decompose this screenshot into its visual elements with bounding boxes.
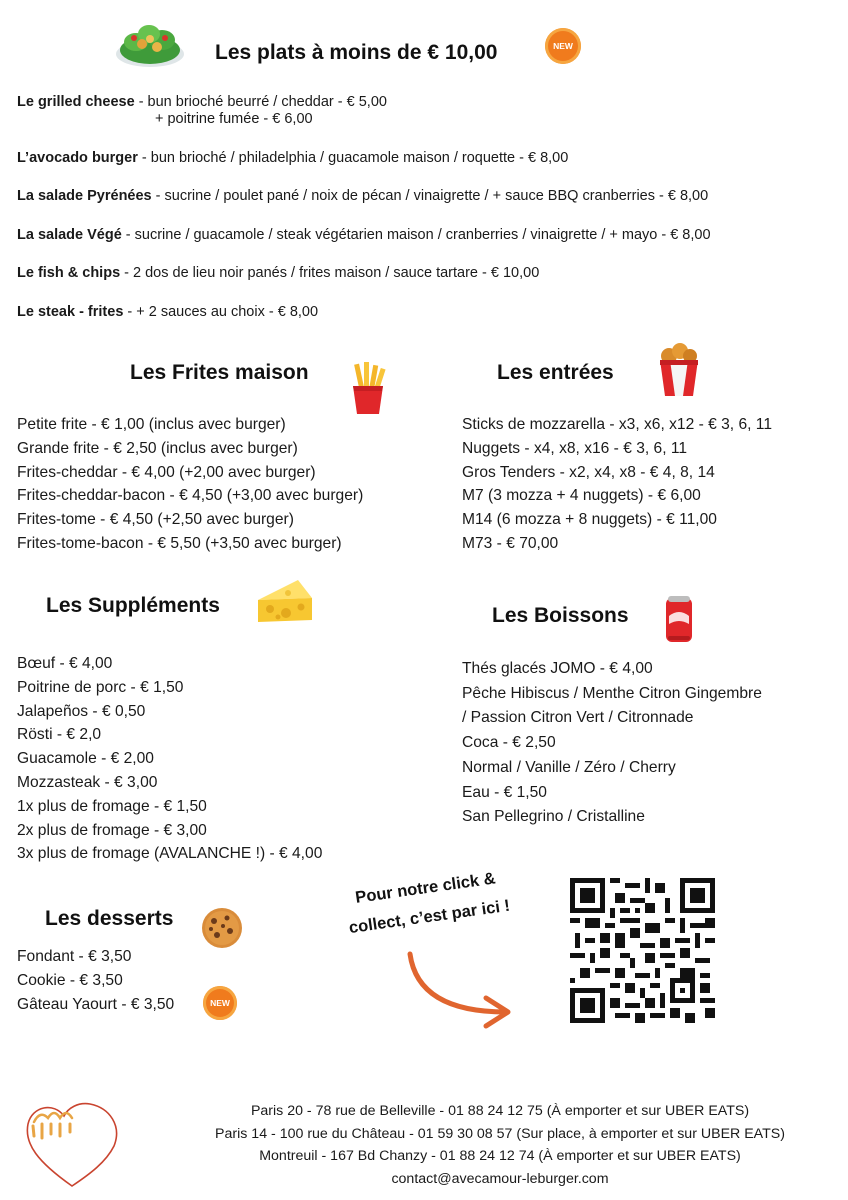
plat-name: La salade Végé (17, 227, 122, 243)
list-item: M73 - € 70,00 (462, 534, 559, 552)
list-item: Sticks de mozzarella - x3, x6, x12 - € 3, 6, 11 (462, 416, 772, 433)
plat-item (17, 150, 568, 166)
list-item: San Pellegrino / Cristalline (462, 808, 645, 826)
salad-icon (112, 14, 188, 70)
list-item: M14 (6 mozza + 8 nuggets) - € 11,00 (462, 511, 717, 529)
logo-heart-icon (20, 1100, 124, 1190)
list-item: Frites-tome - € 4,50 (+2,50 avec burger) (17, 511, 294, 529)
plat-desc: - bun brioché / philadelphia / guacamole maison / roquette - € 8,00 (137, 150, 569, 166)
plat-desc: - 2 dos de lieu noir panés / frites maison / sauce tartare - € 10,00 (120, 265, 540, 281)
list-item: Jalapeños - € 0,50 (17, 702, 146, 720)
supplements-title: Les Suppléments (46, 594, 220, 617)
list-item: Guacamole - € 2,00 (17, 750, 154, 768)
desserts-title: Les desserts (45, 907, 174, 930)
list-item: M7 (3 mozza + 4 nuggets) - € 6,00 (462, 487, 701, 505)
plat-item (17, 188, 708, 204)
list-item: 1x plus de fromage - € 1,50 (17, 797, 207, 815)
supplements-list (17, 652, 322, 866)
plat-name: Le fish & chips (17, 265, 121, 281)
list-item: Pêche Hibiscus / Menthe Citron Gingembre (462, 684, 762, 702)
list-item: Frites-cheddar - € 4,00 (+2,00 avec burger) (17, 463, 316, 481)
qr-code[interactable] (570, 878, 715, 1023)
footer-addresses (150, 1100, 848, 1190)
footer-address: Paris 20 - 78 rue de Belleville - 01 88 24 12 75 (À emporter et sur UBER EATS) (250, 1103, 750, 1119)
plat-item-extra: + poitrine fumée - € 6,00 (155, 111, 313, 127)
list-item: Coca - € 2,50 (462, 734, 556, 752)
plat-desc: - bun brioché beurré / cheddar - € 5,00 (134, 94, 387, 110)
list-item: 3x plus de fromage (AVALANCHE !) - € 4,00 (17, 845, 323, 863)
list-item: Fondant - € 3,50 (17, 948, 132, 965)
footer-address: Montreuil - 167 Bd Chanzy - 01 88 24 12 74 (À emporter et sur UBER EATS) (259, 1148, 741, 1164)
list-item: Frites-tome-bacon - € 5,50 (+3,50 avec burger) (17, 534, 342, 552)
entrees-list (462, 413, 772, 556)
desserts-list (17, 945, 174, 1016)
list-item: Gros Tenders - x2, x4, x8 - € 4, 8, 14 (462, 463, 715, 481)
boissons-title: Les Boissons (492, 604, 629, 627)
plat-item (17, 227, 711, 243)
plat-name: L’avocado burger (17, 150, 138, 166)
plat-item (17, 265, 539, 281)
list-item: Rösti - € 2,0 (17, 726, 102, 744)
list-item: Mozzasteak - € 3,00 (17, 773, 158, 791)
fries-icon (348, 362, 388, 416)
click-collect-note (317, 859, 538, 946)
arrow-icon (400, 948, 520, 1038)
list-item: Bœuf - € 4,00 (17, 655, 113, 672)
plat-desc: - + 2 sauces au choix - € 8,00 (123, 304, 319, 320)
list-item: Gâteau Yaourt - € 3,50 (17, 995, 175, 1013)
plat-item (17, 94, 387, 110)
list-item: Nuggets - x4, x8, x16 - € 3, 6, 11 (462, 439, 688, 457)
list-item: Petite frite - € 1,00 (inclus avec burger) (17, 416, 286, 433)
plats-title: Les plats à moins de € 10,00 (215, 41, 498, 64)
list-item: 2x plus de fromage - € 3,00 (17, 821, 207, 839)
list-item: Eau - € 1,50 (462, 783, 547, 801)
popcorn-chicken-icon (656, 342, 702, 398)
plat-name: Le grilled cheese (17, 94, 135, 110)
list-item: / Passion Citron Vert / Citronnade (462, 709, 694, 727)
list-item: Thés glacés JOMO - € 4,00 (462, 660, 653, 677)
footer-address: Paris 14 - 100 rue du Château - 01 59 30 08 57 (Sur place, à emporter et sur UBER EATS) (215, 1125, 785, 1142)
plat-desc: - sucrine / guacamole / steak végétarien maison / cranberries / vinaigrette / + mayo - € 8,00 (121, 227, 711, 243)
new-badge: NEW (203, 986, 237, 1020)
soda-can-icon (661, 594, 697, 644)
list-item: Poitrine de porc - € 1,50 (17, 678, 184, 696)
list-item: Frites-cheddar-bacon - € 4,50 (+3,00 avec burger) (17, 487, 364, 505)
entrees-title: Les entrées (497, 361, 614, 384)
new-badge: NEW (545, 28, 581, 64)
cheese-icon (254, 576, 316, 626)
contact-email[interactable]: contact@avecamour-leburger.com (391, 1170, 609, 1187)
plat-desc: - sucrine / poulet pané / noix de pécan / vinaigrette / + sauce BBQ cranberries - € 8,00 (151, 188, 709, 204)
frites-list (17, 413, 363, 556)
plat-item (17, 304, 318, 320)
click-collect-line: collect, c’est par ici ! (347, 896, 512, 938)
list-item: Grande frite - € 2,50 (inclus avec burger) (17, 439, 298, 457)
cookie-icon (200, 906, 244, 950)
plat-name: Le steak - frites (17, 304, 124, 320)
plat-name: La salade Pyrénées (17, 188, 152, 204)
frites-title: Les Frites maison (130, 361, 309, 384)
list-item: Cookie - € 3,50 (17, 971, 123, 989)
boissons-list (462, 657, 762, 830)
list-item: Normal / Vanille / Zéro / Cherry (462, 758, 676, 776)
click-collect-line: Pour notre click & (354, 869, 497, 907)
